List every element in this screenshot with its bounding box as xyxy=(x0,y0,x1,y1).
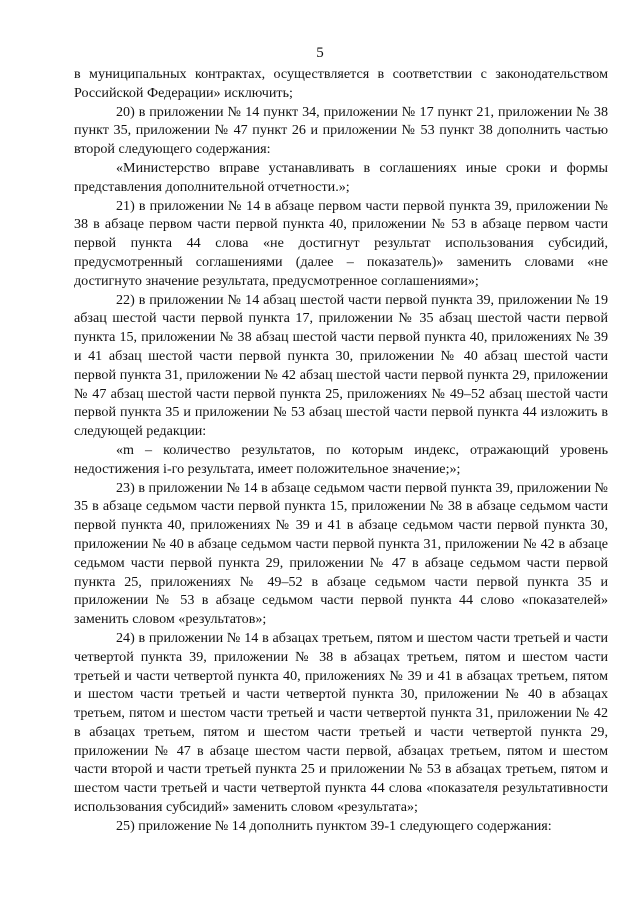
paragraph-continuation: в муниципальных контрактах, осуществляется в соответствии с законодательством Российской Федерации» исключить; xyxy=(74,66,608,101)
paragraph-item-23: 23) в приложении № 14 в абзаце седьмом части первой пункта 39, приложении № 35 в абзаце седьмом части первой пункта 15, приложении № 38 в абзаце седьмом части первой пункта 40, приложениях № 39 и 41 в абзаце седьмом части первой пункта 30, приложении № 40 в абзаце седьмом части первой пункта 31, приложении № 42 в абзаце седьмом части первой пункта 29, приложении № 47 в абзаце седьмом части первой пункта 25, приложениях № 49–52 в абзаце седьмом части первой пункта 35 и приложении № 53 в абзаце седьмом части первой пункта 44 слово «показателей» заменить словом «результатов»; xyxy=(74,479,608,628)
paragraph-item-25: 25) приложение № 14 дополнить пунктом 39-1 следующего содержания: xyxy=(116,817,552,834)
paragraph-quote-reporting: «Министерство вправе устанавливать в соглашениях иные сроки и формы представления дополнительной отчетности.»; xyxy=(74,159,608,195)
paragraph-quote-formula: «m – количество результатов, по которым индекс, отражающий уровень недостижения i-го результата, имеет положительное значение;»; xyxy=(74,441,608,477)
paragraph-item-20: 20) в приложении № 14 пункт 34, приложении № 17 пункт 21, приложении № 38 пункт 35, приложении № 47 пункт 26 и приложении № 53 пункт 38 дополнить частью второй следующего содержания: xyxy=(74,103,608,158)
paragraph-item-22: 22) в приложении № 14 абзац шестой части первой пункта 39, приложении № 19 абзац шестой части первой пункта 17, приложении № 35 абзац шестой части первой пункта 15, приложении № 38 абзац шестой части первой пункта 40, приложениях № 39 и 41 абзац шестой части первой пункта 30, приложении № 40 абзац шестой части первой пункта 31, приложении № 42 абзац шестой части первой пункта 29, приложении № 47 абзац шестой части первой пункта 25, приложениях № 49–52 абзац шестой части первой пункта 35 и приложении № 53 абзац шестой части первой пункта 44 изложить в следующей редакции: xyxy=(74,291,608,440)
page-number: 5 xyxy=(316,45,324,61)
document-body xyxy=(74,65,608,836)
paragraph-item-21: 21) в приложении № 14 в абзаце первом части первой пункта 39, приложении № 38 в абзаце первом части первой пункта 40, приложении № 53 в абзаце первом части первой пункта 44 слова «не достигнут результат использования субсидий, предусмотренный соглашениями (далее – показатель)» заменить словами «не достигнуто значение результата, предусмотренное соглашениями»; xyxy=(74,197,608,289)
paragraph-item-24: 24) в приложении № 14 в абзацах третьем, пятом и шестом части третьей и части четвертой пункта 39, приложении № 38 в абзацах третьем, пятом и шестом части третьей и части четвертой пункта 40, приложениях № 39 и 41 в абзацах третьем, пятом и шестом части третьей и части четвертой пункта 30, приложении № 40 в абзацах третьем, пятом и шестом части третьей и части четвертой пункта 31, приложении № 42 в абзацах третьем, пятом и шестом части третьей и части четвертой пункта 29, приложении № 47 в абзаце шестом части первой, абзацах третьем, пятом и шестом части второй и части третьей пункта 25 и приложении № 53 в абзацах третьем, пятом и шестом части третьей и части четвертой пункта 44 слова «показателя результативности использования субсидий» заменить словом «результата»; xyxy=(74,629,608,816)
